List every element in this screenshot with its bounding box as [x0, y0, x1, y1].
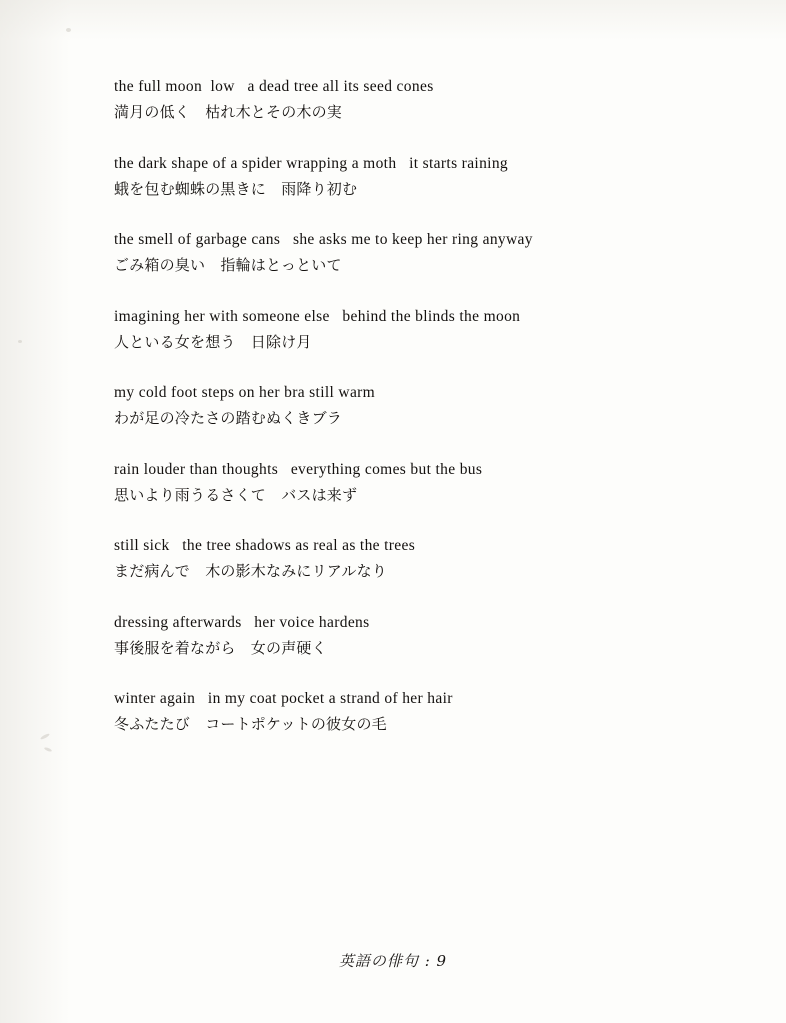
- haiku-list: [114, 76, 674, 765]
- haiku-english: dressing afterwards her voice hardens: [114, 613, 370, 631]
- list-item: [114, 229, 674, 277]
- list-item: [114, 153, 674, 201]
- haiku-english: still sick the tree shadows as real as the trees: [114, 537, 416, 554]
- list-item: [114, 382, 674, 430]
- haiku-japanese: 事後服を着ながら 女の声硬く: [114, 638, 327, 657]
- haiku-english: winter again in my coat pocket a strand of her hair: [114, 690, 453, 707]
- haiku-japanese: 満月の低く 枯れ木とその木の実: [114, 103, 343, 121]
- haiku-japanese: まだ病んで 木の影木なみにリアルなり: [114, 562, 388, 580]
- haiku-japanese: わが足の冷たさの踏むぬくきブラ: [114, 409, 343, 427]
- haiku-english: rain louder than thoughts everything comes but the bus: [114, 460, 483, 478]
- list-item: [114, 535, 674, 583]
- haiku-japanese: 思いより雨うるさくて バスは来ず: [114, 485, 358, 504]
- haiku-english: the smell of garbage cans she asks me to keep her ring anyway: [114, 231, 533, 248]
- haiku-english: my cold foot steps on her bra still warm: [114, 384, 376, 401]
- scan-speck: [18, 340, 22, 343]
- haiku-japanese: 冬ふたたび コートポケットの彼女の毛: [114, 715, 387, 733]
- haiku-japanese: 人といる女を想う 日除け月: [114, 332, 312, 351]
- scan-speck: [40, 733, 50, 740]
- list-item: [114, 76, 674, 124]
- scan-speck: [66, 28, 71, 32]
- scan-speck: [44, 747, 53, 753]
- list-item: [114, 612, 674, 660]
- page-footer: 英語の俳句 : 9: [338, 952, 448, 970]
- haiku-english: the dark shape of a spider wrapping a moth it starts raining: [114, 154, 509, 172]
- list-item: [114, 688, 674, 736]
- haiku-english: imagining her with someone else behind the blinds the moon: [114, 307, 521, 325]
- list-item: [114, 459, 674, 507]
- list-item: [114, 306, 674, 354]
- haiku-japanese: ごみ箱の臭い 指輪はとっといて: [114, 256, 342, 274]
- haiku-english: the full moon low a dead tree all its seed cones: [114, 78, 434, 95]
- haiku-japanese: 蛾を包む蜘蛛の黒きに 雨降り初む: [114, 179, 358, 198]
